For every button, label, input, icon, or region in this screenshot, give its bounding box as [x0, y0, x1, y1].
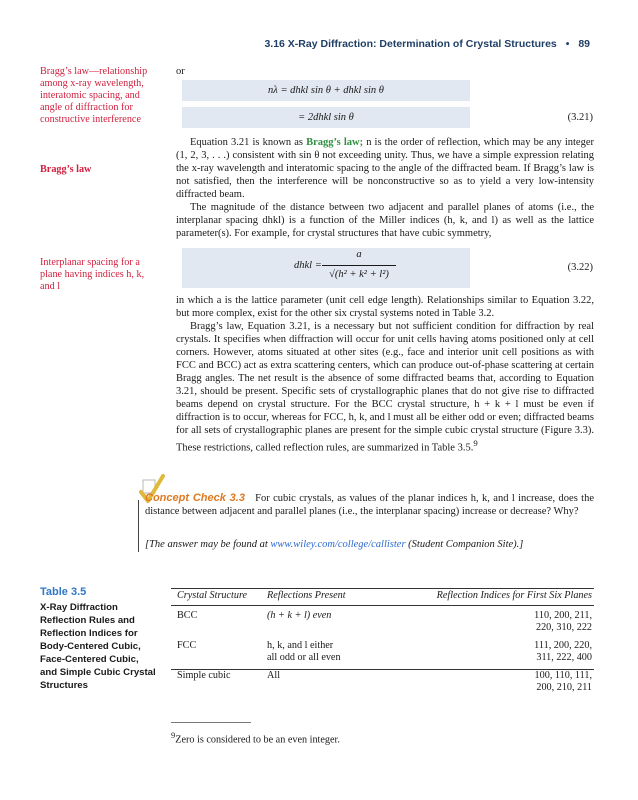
reflection-rules-table: [171, 590, 594, 696]
table-row: [171, 606, 594, 637]
equation-3-21-number: (3.21): [567, 112, 593, 123]
body-text-lower: [176, 294, 594, 455]
or-word: or: [176, 66, 185, 77]
concept-check-answer: [The answer may be found at www.wiley.com/college/callister (Student Companion Site).]: [145, 539, 524, 550]
header-bullet: •: [565, 38, 570, 50]
table-caption-text: X-Ray Diffraction Reflection Rules and Reflection Indices for Body-Centered Cubic, Face-Centered Cubic, and Simple Cubic Crystal Structures: [40, 602, 156, 691]
footnote: [171, 730, 340, 745]
paragraph-bragg: Equation 3.21 is known as Bragg’s law; n is the order of reflection, which may be any integer (1, 2, 3, . . .) consistent with sin θ not exceeding unity. Thus, we have a simple expression relating the x-ray wavelength and interatomic spacing to the angle of the diffracted beam. If Bragg’s law is not satisfied, then the interference will be nonconstructive so as to yield a very low-intensity diffracted beam.: [176, 137, 594, 200]
eq-322-fraction-bar: [322, 265, 396, 266]
footnote-mark: 9: [171, 730, 176, 740]
cell-present: h, k, and l either all odd or all even: [267, 640, 341, 663]
concept-check-question: For cubic crystals, as values of the planar indices h, k, and l increase, does the distance between adjacent and parallel planes (i.e., the interplanar spacing) increase or decrease? Why?: [145, 493, 595, 517]
section-title: 3.16 X-Ray Diffraction: Determination of Crystal Structures: [264, 38, 557, 50]
footnote-text: Zero is considered to be an even integer.: [175, 734, 340, 746]
equation-3-21-line1: [182, 80, 470, 101]
eq-322-lhs: dhkl =: [294, 260, 322, 271]
answer-link[interactable]: www.wiley.com/college/callister: [270, 539, 406, 550]
concept-check-rule: [138, 500, 139, 552]
margin-note-bragg-law: Bragg’s law: [40, 164, 92, 175]
bragg-law-term: Bragg’s law;: [306, 137, 364, 148]
eq-322-numerator: a: [356, 249, 362, 260]
table-number: Table 3.5: [40, 586, 87, 598]
paragraph-reflection-rules: Bragg’s law, Equation 3.21, is a necessary but not sufficient condition for diffraction by real crystals. It specifies when diffraction will occur for unit cells having atoms positioned only at cell corners. However, atoms situated at other sites (e.g., face and interior unit cell positions as with FCC and BCC) act as extra scattering centers, which can produce out-of-phase scattering at certain Bragg angles. The net result is the absence of some diffracted beams that, according to Equation 3.21, should be present. Specific sets of crystallographic planes that do not give rise to diffracted beams depend on crystal structure. For the BCC crystal structure, h + k + l must be even if diffraction is to occur, whereas for FCC, h, k, and l must all be either odd or even; diffracted beams for all sets of crystallographic planes are present for the simple cubic crystal structure (Figure 3.3). These restrictions, called reflection rules, are summarized in Table 3.5.$^9$: [176, 321, 594, 454]
table-top-rule: [171, 588, 594, 589]
table-bottom-rule: [171, 669, 594, 670]
margin-note-bragg-definition: Bragg’s law—relationship among x-ray wavelength, interatomic spacing, and angle of diffraction for constructive interference: [40, 66, 148, 125]
equation-3-22: [182, 248, 470, 288]
footnote-rule: [171, 722, 251, 723]
concept-check: [145, 492, 594, 518]
table-header-row: [171, 590, 594, 606]
paragraph-interplanar: The magnitude of the distance between two adjacent and parallel planes of atoms (i.e., the interplanar spacing dhkl) is a function of the Miller indices (h, k, and l) as well as the lattice parameter(s). For example, for crystal structures that have cubic symmetry,: [176, 202, 594, 239]
margin-note-interplanar-spacing: Interplanar spacing for a plane having indices h, k, and l: [40, 257, 145, 292]
cell-structure: BCC: [177, 610, 198, 621]
table-row: [171, 666, 594, 696]
cell-structure: FCC: [177, 640, 197, 651]
paragraph-lattice-parameter: in which a is the lattice parameter (unit cell edge length). Relationships similar to Equation 3.22, but more complex, exist for the other six crystal systems noted in Table 3.2.: [176, 295, 594, 319]
eq-321-line1-text: nλ = dhkl sin θ + dhkl sin θ: [268, 85, 384, 96]
concept-check-title: Concept Check 3.3: [145, 492, 245, 504]
running-header: [264, 38, 590, 50]
equation-3-21-line2: [182, 107, 470, 128]
col-reflections-present: Reflections Present: [265, 590, 389, 606]
col-crystal-structure: Crystal Structure: [171, 590, 265, 606]
cell-indices: 110, 200, 211, 220, 310, 222: [534, 610, 592, 633]
eq-322-denominator: √(h² + k² + l²): [329, 269, 389, 280]
table-caption: [40, 586, 158, 692]
equation-3-22-number: (3.22): [567, 262, 593, 273]
cell-structure: Simple cubic: [177, 670, 231, 681]
cell-present: All: [267, 670, 281, 681]
cell-indices: 111, 200, 220, 311, 222, 400: [534, 640, 592, 663]
body-text-upper: [176, 136, 594, 240]
table-row: [171, 636, 594, 666]
page-number: 89: [578, 38, 590, 50]
col-reflection-indices: Reflection Indices for First Six Planes: [389, 590, 594, 606]
cell-indices: 100, 110, 111, 200, 210, 211: [534, 670, 592, 693]
footnote-ref: 9: [473, 438, 478, 448]
cell-present: (h + k + l) even: [267, 610, 332, 621]
eq-321-line2-text: = 2dhkl sin θ: [298, 112, 354, 123]
